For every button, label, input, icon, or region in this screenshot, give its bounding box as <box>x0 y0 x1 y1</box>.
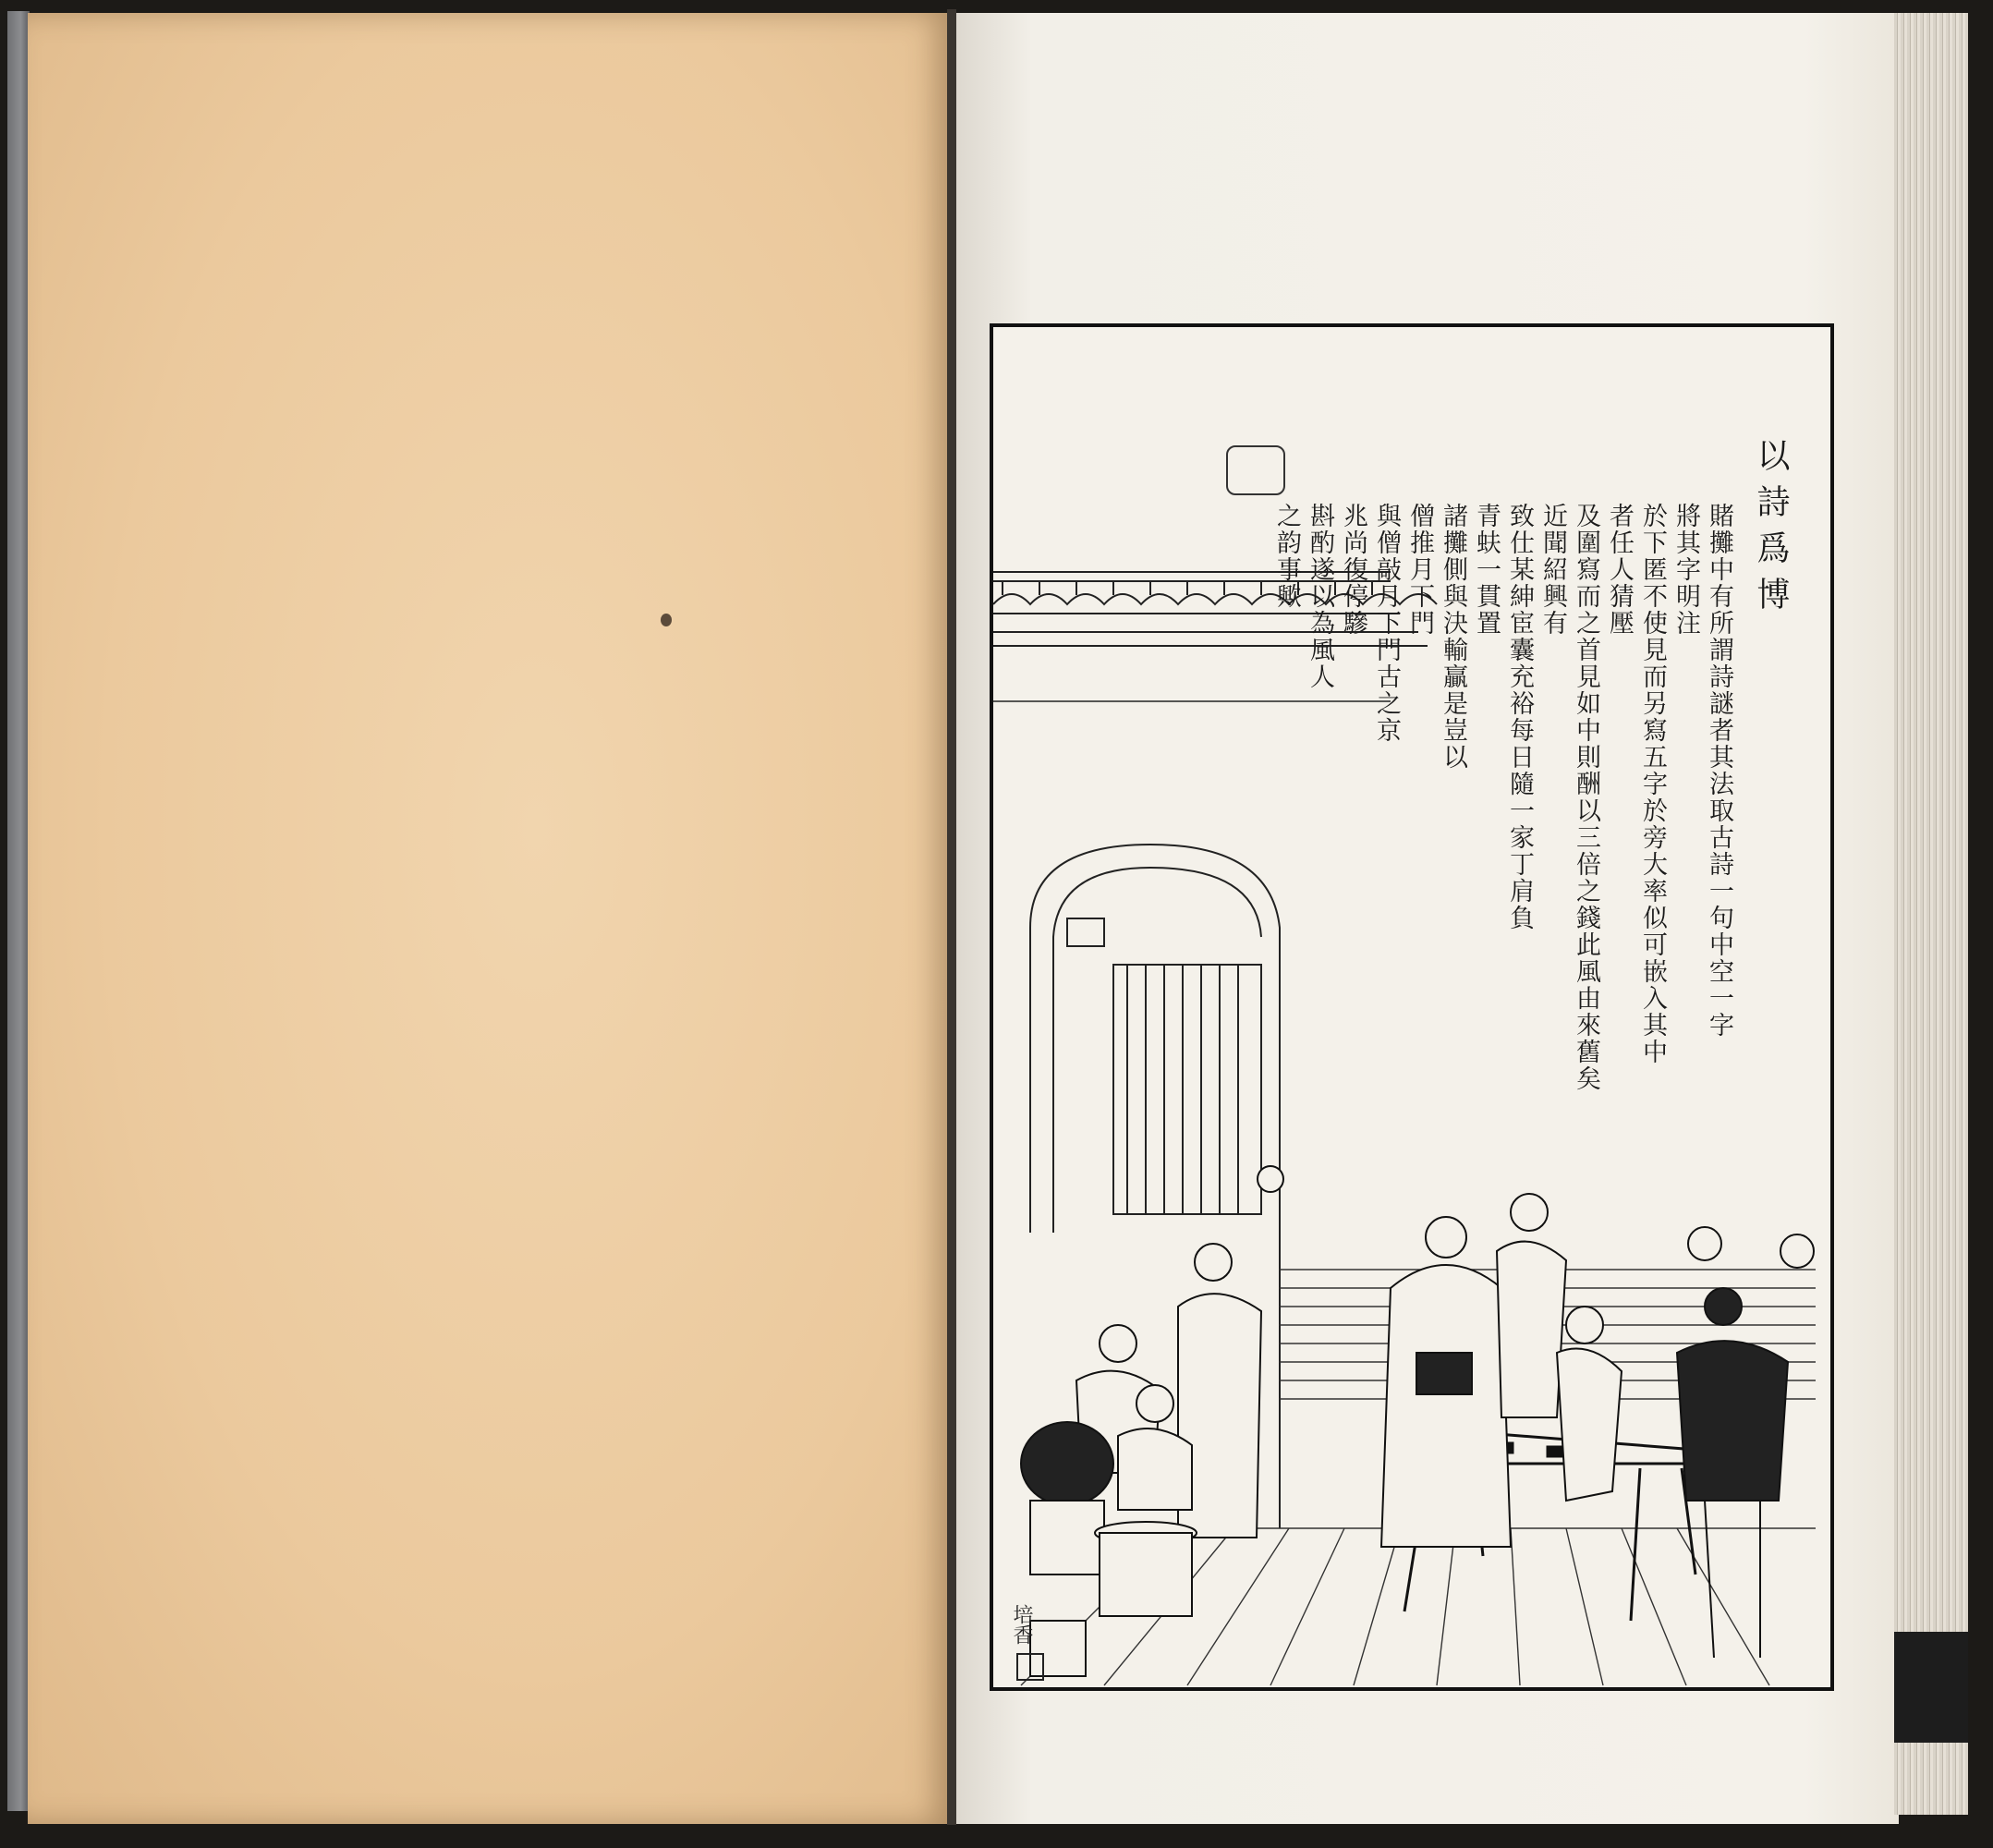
page-edges <box>1894 13 1968 1815</box>
text-column-12: 兆尚復停驂 <box>1339 503 1367 637</box>
text-column-5: 及圍寫而之首見如中則酬以三倍之錢此風由來舊矣 <box>1572 503 1600 1092</box>
left-page-blank <box>28 13 952 1824</box>
cover-edge <box>7 11 30 1811</box>
page-edge-band <box>1894 1632 1968 1743</box>
paper-speck <box>661 614 672 626</box>
text-column-11: 與僧敲月下門古之京 <box>1372 503 1401 744</box>
illustration-title: 以詩爲博 <box>1752 438 1790 623</box>
text-column-2: 將其字明注 <box>1671 503 1700 637</box>
text-column-10: 僧推月下門 <box>1405 503 1434 637</box>
text-column-9: 諸攤側與決輸贏是豈以 <box>1439 503 1467 771</box>
figures <box>1021 1166 1814 1676</box>
text-column-4: 者任人猜壓 <box>1605 503 1634 637</box>
seal-stamp <box>1226 445 1285 495</box>
text-column-7: 致仕某紳宦囊充裕每日隨一家丁肩負 <box>1505 503 1534 931</box>
book-gutter <box>947 9 956 1825</box>
text-column-3: 於下匿不使見而另寫五字於旁大率似可嵌入其中 <box>1638 503 1667 1065</box>
text-column-6: 近聞紹興有 <box>1538 503 1567 637</box>
artist-seal <box>1016 1653 1044 1681</box>
illustration-frame <box>990 323 1834 1691</box>
text-column-13: 斟酌遂以為風人 <box>1306 503 1334 690</box>
text-column-8: 青蚨一貫置 <box>1472 503 1501 637</box>
artist-signature: 培香 <box>1010 1604 1033 1645</box>
roof <box>993 572 1437 701</box>
text-column-1: 賭攤中有所謂詩謎者其法取古詩一句中空一字 <box>1705 503 1733 1039</box>
text-column-14: 之韵事歟 <box>1272 503 1301 610</box>
